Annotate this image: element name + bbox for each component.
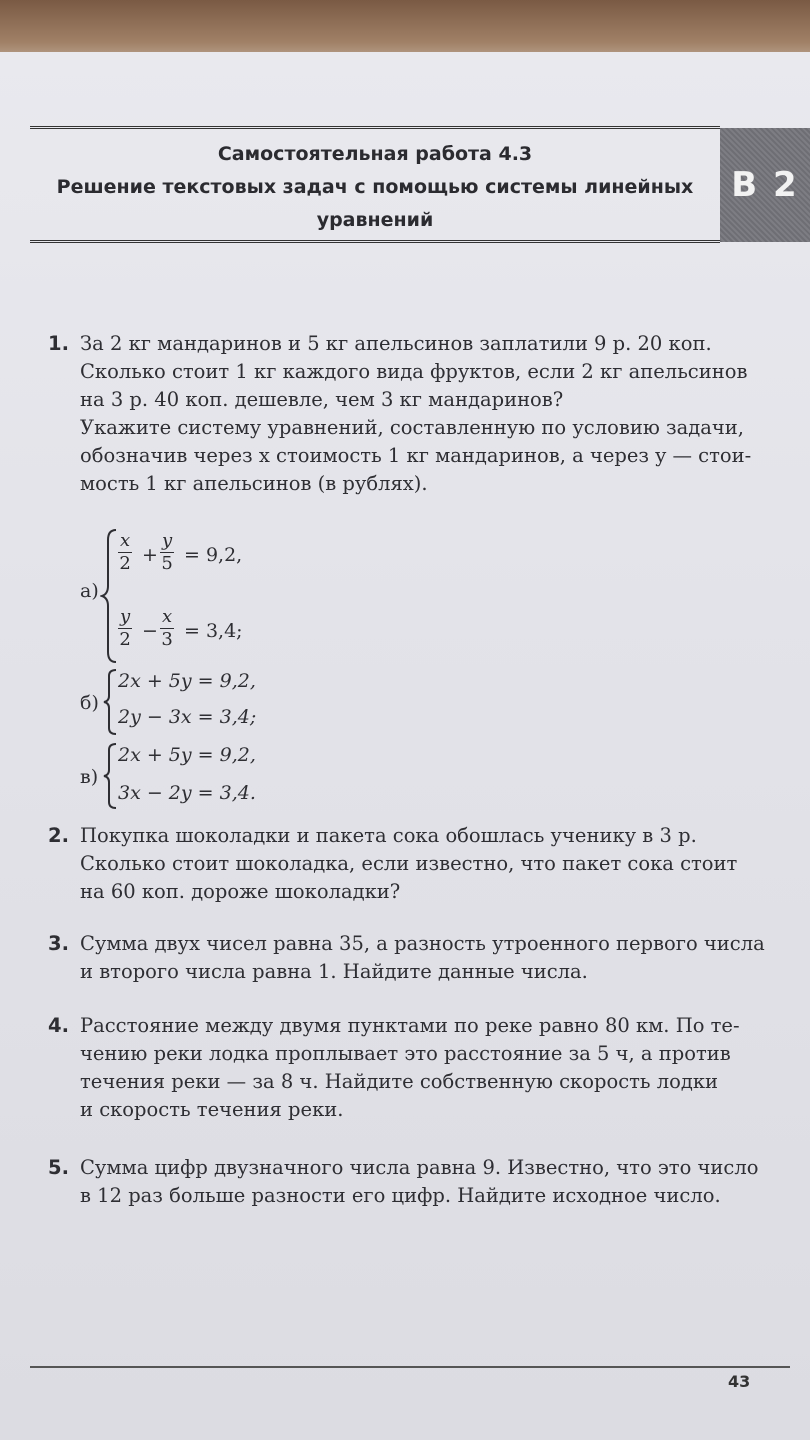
header-top-rule bbox=[30, 126, 720, 129]
task-line: За 2 кг мандаринов и 5 кг апельсинов заплатили 9 р. 20 коп. bbox=[80, 332, 712, 355]
task-line: Сколько стоит шоколадка, если известно, что пакет сока стоит bbox=[80, 852, 738, 875]
fraction: $\frac{x}{3}$ bbox=[161, 606, 173, 650]
task-number: 5. bbox=[48, 1156, 69, 1179]
task-2 bbox=[48, 822, 800, 906]
task-line: на 60 коп. дороже шоколадки? bbox=[80, 880, 401, 903]
task-number: 3. bbox=[48, 932, 69, 955]
equation-rhs: = 9,2, bbox=[184, 544, 243, 566]
task-number: 1. bbox=[48, 332, 69, 355]
task-4 bbox=[48, 1012, 800, 1124]
header-bottom-rule bbox=[30, 240, 720, 243]
fraction: $\frac{y}{5}$ bbox=[161, 530, 173, 574]
header-subtitle-line1: Решение текстовых задач с помощью системы линейных bbox=[56, 176, 694, 198]
task-line: Покупка шоколадки и пакета сока обошлась ученику в 3 р. bbox=[80, 824, 697, 847]
task-text bbox=[80, 1012, 800, 1124]
task-line: в 12 раз больше разности его цифр. Найдите исходное число. bbox=[80, 1184, 721, 1207]
task-line: обозначив через x стоимость 1 кг мандаринов, а через y — стои- bbox=[80, 444, 752, 467]
option-a-label: а) bbox=[80, 580, 99, 602]
task-line: Сумма цифр двузначного числа равна 9. Известно, что это число bbox=[80, 1156, 759, 1179]
header-subtitle-line2: уравнений bbox=[316, 209, 434, 231]
fraction: $\frac{y}{2}$ bbox=[119, 606, 131, 650]
option-b-equation-1: 2x + 5y = 9,2, bbox=[118, 670, 256, 692]
option-a-brace bbox=[100, 528, 120, 664]
task-text bbox=[80, 822, 800, 906]
operator: + bbox=[142, 544, 158, 566]
option-b-label: б) bbox=[80, 692, 99, 714]
task-line: на 3 р. 40 коп. дешевле, чем 3 кг мандаринов? bbox=[80, 388, 564, 411]
task-number: 2. bbox=[48, 824, 69, 847]
task-line: чению реки лодка проплывает это расстояние за 5 ч, а против bbox=[80, 1042, 731, 1065]
task-line: течения реки — за 8 ч. Найдите собственную скорость лодки bbox=[80, 1070, 719, 1093]
task-line: и второго числа равна 1. Найдите данные числа. bbox=[80, 960, 588, 983]
variant-badge-label: В 2 bbox=[731, 165, 799, 205]
task-1 bbox=[48, 330, 800, 498]
task-line: мость 1 кг апельсинов (в рублях). bbox=[80, 472, 428, 495]
option-c-equation-1: 2x + 5y = 9,2, bbox=[118, 744, 256, 766]
task-line: Укажите систему уравнений, составленную по условию задачи, bbox=[80, 416, 744, 439]
header-title: Самостоятельная работа 4.3 bbox=[217, 143, 533, 165]
task-text bbox=[80, 930, 800, 986]
task-number: 4. bbox=[48, 1014, 69, 1037]
option-c-equation-2: 3x − 2y = 3,4. bbox=[118, 782, 256, 804]
task-line: и скорость течения реки. bbox=[80, 1098, 344, 1121]
task-line: Сколько стоит 1 кг каждого вида фруктов, если 2 кг апельсинов bbox=[80, 360, 748, 383]
task-3 bbox=[48, 930, 800, 986]
option-c-label: в) bbox=[80, 766, 99, 788]
page-number: 43 bbox=[728, 1372, 751, 1391]
variant-badge bbox=[720, 128, 810, 242]
fraction: $\frac{x}{2}$ bbox=[119, 530, 131, 574]
task-text bbox=[80, 1154, 800, 1210]
equation-rhs: = 3,4; bbox=[184, 620, 243, 642]
footer-rule bbox=[30, 1366, 790, 1368]
task-5 bbox=[48, 1154, 800, 1210]
task-text bbox=[80, 330, 800, 498]
task-line: Сумма двух чисел равна 35, а разность утроенного первого числа bbox=[80, 932, 765, 955]
task-line: Расстояние между двумя пунктами по реке равно 80 км. По те- bbox=[80, 1014, 740, 1037]
operator: − bbox=[142, 620, 158, 642]
option-b-equation-2: 2y − 3x = 3,4; bbox=[118, 706, 257, 728]
worksheet-header bbox=[30, 138, 720, 237]
